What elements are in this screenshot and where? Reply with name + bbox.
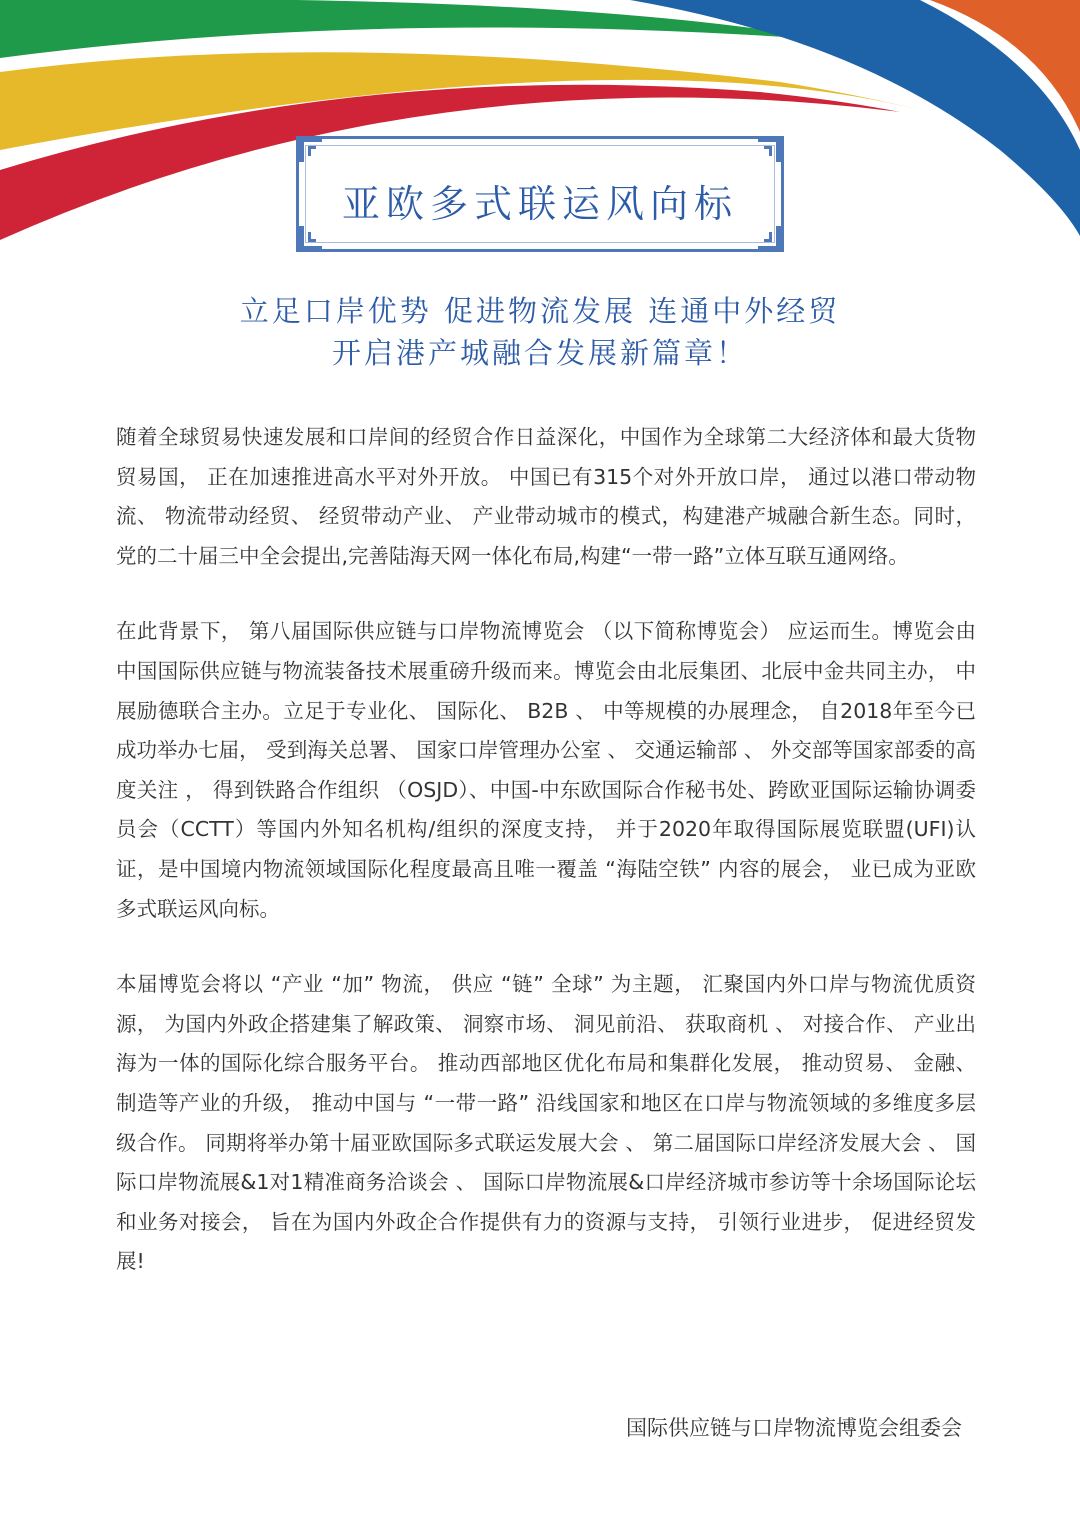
- paragraph-3: 本届博览会将以 “产业 “加” 物流， 供应 “链” 全球” 为主题， 汇聚国内外口岸与物流优质资源， 为国内外政企搭建集了解政策、 洞察市场、 洞见前沿、 获取商机 、 对接合作、 产业出海为一体的国际化综合服务平台。 推动西部地区优化布局和集群化发展， 推动贸易、 金融、 制造等产业的升级， 推动中国与 “一带一路” 沿线国家和地区在口岸与物流领域的多维度多层级合作。 同期将举办第十届亚欧国际多式联运发展大会 、 第二届国际口岸经济发展大会 、 国际口岸物流展&1对1精准商务洽谈会 、 国际口岸物流展&口岸经济城市参访等十余场国际论坛和业务对接会， 旨在为国内外政企合作提供有力的资源与支持， 引领行业进步， 促进经贸发展!: [116, 972, 976, 1274]
- subtitle-line-1: 立足口岸优势 促进物流发展 连通中外经贸: [239, 294, 841, 328]
- corner-ornament-icon: [296, 136, 324, 164]
- subtitle-line-2: 开启港产城融合发展新篇章！: [331, 336, 748, 370]
- paragraph-2: 在此背景下， 第八届国际供应链与口岸物流博览会 （以下简称博览会） 应运而生。博览会由中国国际供应链与物流装备技术展重磅升级而来。博览会由北辰集团、北辰中金共同主办， 中展励德联合主办。立足于专业化、 国际化、 B2B 、 中等规模的办展理念， 自2018年至今已成功举办七届， 受到海关总署、 国家口岸管理办公室 、 交通运输部 、 外交部等国家部委的高度关注 ， 得到铁路合作组织 （OSJD）、中国-中东欧国际合作秘书处、跨欧亚国际运输协调委员会（CCTT）等国内外知名机构/组织的深度支持， 并于2020年取得国际展览联盟(UFI)认证，是中国境内物流领域国际化程度最高且唯一覆盖 “海陆空铁” 内容的展会， 业已成为亚欧多式联运风向标。: [116, 619, 976, 921]
- corner-ornament-icon: [756, 136, 784, 164]
- paragraph-1: 随着全球贸易快速发展和口岸间的经贸合作日益深化，中国作为全球第二大经济体和最大货物贸易国， 正在加速推进高水平对外开放。 中国已有315个对外开放口岸， 通过以港口带动物流、 物流带动经贸、 经贸带动产业、 产业带动城市的模式，构建港产城融合新生态。同时，党的二十届三中全会提出,完善陆海天网一体化布局,构建“一带一路”立体互联互通网络。: [116, 425, 976, 568]
- signature: 国际供应链与口岸物流博览会组委会: [626, 1416, 962, 1440]
- page-title: 亚欧多式联运风向标: [341, 182, 738, 226]
- corner-ornament-icon: [296, 224, 324, 252]
- article-body: [116, 418, 976, 1318]
- corner-ornament-icon: [756, 224, 784, 252]
- title-banner: [296, 136, 784, 252]
- subtitle: [0, 290, 1080, 374]
